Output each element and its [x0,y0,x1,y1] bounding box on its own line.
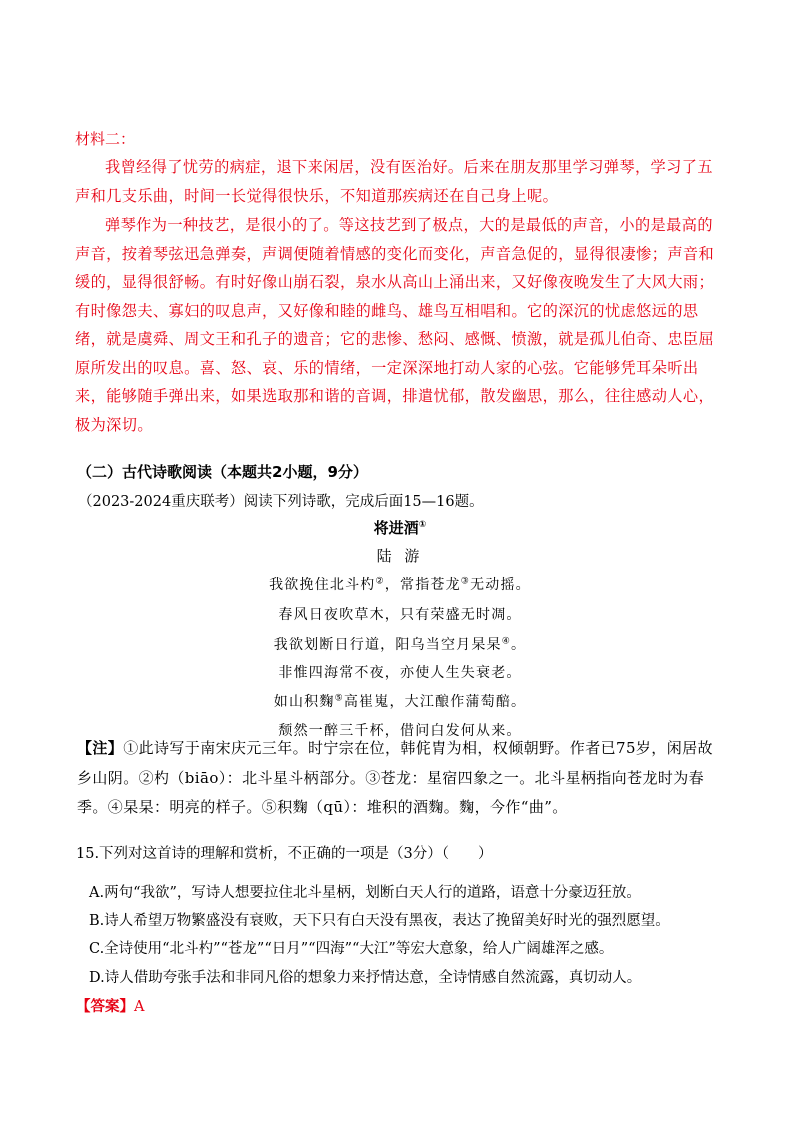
poem-line-text: 我欲划断日行道，阳乌当空月杲杲 [273,637,502,653]
note-bracket: 【注】 [77,739,124,757]
poem-note-mark: ⑤ [334,693,344,704]
answer-value: A [134,999,145,1015]
option-b: B.诗人希望万物繁盛没有衰败，天下只有白天没有黑夜，表达了挽留美好时光的强烈愿望。 [89,913,670,929]
poem-line-text: 。 [511,637,527,653]
poem-title-note-mark: ① [418,520,427,530]
option-d: D.诗人借助夸张手法和非同凡俗的想象力来抒情达意，全诗情感自然流露，真切动人。 [89,970,642,986]
material-label: 材料二： [75,130,136,148]
poem-line-text: 高崔嵬，大江酿作蒲萄醅。 [343,694,527,710]
poem-line-text: 我欲挽住北斗杓 [269,577,376,593]
poem-line [0,604,800,624]
question-stem: 15.下列对这首诗的理解和赏析，不正确的一项是（3分）（ ） [76,846,493,862]
poem-line-text: ，常指苍龙 [384,577,461,593]
poem-line-text: 颓然一醉三千杯，借问白发何从来。 [278,723,522,739]
option-a: A.两句“我欲”，写诗人想要拉住北斗星柄，划断白天人行的道路，语意十分豪迈狂放。 [89,885,641,901]
poem-line [0,662,800,682]
poem-title [0,517,800,538]
poem-line [0,691,800,711]
poem-note-mark: ② [375,576,385,587]
poem-note-mark: ③ [460,576,471,587]
poem-author: 陆 游 [376,547,424,565]
poem-line-text: 如山积麴 [273,694,335,710]
answer-line [76,995,144,1016]
poem-line-text: 无动摇。 [470,577,531,593]
poem-notes [77,734,725,823]
section-heading: （二）古代诗歌阅读（本题共2小题，9分） [77,463,368,481]
note-text: ①此诗写于南宋庆元三年。时宁宗在位，韩侂胄为相，权倾朝野。作者已75岁，闲居故乡山阴。②杓（biāo）：北斗星斗柄部分。③苍龙：星宿四象之一。北斗星柄指向苍龙时为春季。④杲杲：明亮的样子。⑤积麴（qū）：堆积的酒麴。麴，今作“曲”。 [77,739,713,816]
poem-title-text: 将进酒 [373,519,419,537]
poem-line-text: 非惟四海常不夜，亦使人生失衰老。 [278,665,522,681]
section-intro: （2023-2024重庆联考）阅读下列诗歌，完成后面15—16题。 [78,494,484,510]
material-paragraph-2: 弹琴作为一种技艺，是很小的了。等这技艺到了极点，大的是最低的声音，小的是最高的声音，按着琴弦迅急弹奏，声调便随着情感的变化而变化，声音急促的，显得很凄惨；声音和缓的，显得很舒畅。有时好像山崩石裂，泉水从高山上涌出来，又好像夜晚发生了大风大雨；有时像怨夫、寡妇的叹息声，又好像和睦的雌鸟、雄鸟互相唱和。它的深沉的忧虑悠远的思绪，就是虞舜、周文王和孔子的遗音；它的悲惨、愁闷、感慨、愤激，就是孤儿伯奇、忠臣屈原所发出的叹息。喜、怒、哀、乐的情绪，一定深深地打动人家的心弦。它能够凭耳朵听出来，能够随手弹出来，如果选取那和谐的音调，排遣忧郁，散发幽思，那么，往往感动人心，极为深切。 [75,216,715,434]
option-c: C.全诗使用“北斗杓”“苍龙”“日月”“四海”“大江”等宏大意象，给人广阔雄浑之感。 [89,941,614,957]
poem-line-text: 春风日夜吹草木，只有荣盛无时凋。 [278,607,522,623]
poem-line [0,634,800,654]
poem-line [0,574,800,594]
poem-note-mark: ④ [501,636,512,647]
answer-tag: 【答案】 [76,998,134,1015]
material-paragraph-1: 我曾经得了忧劳的病症，退下来闲居，没有医治好。后来在朋友那里学习弹琴，学习了五声和几支乐曲，时间一长觉得很快乐，不知道那疾病还在自己身上呢。 [75,158,713,205]
